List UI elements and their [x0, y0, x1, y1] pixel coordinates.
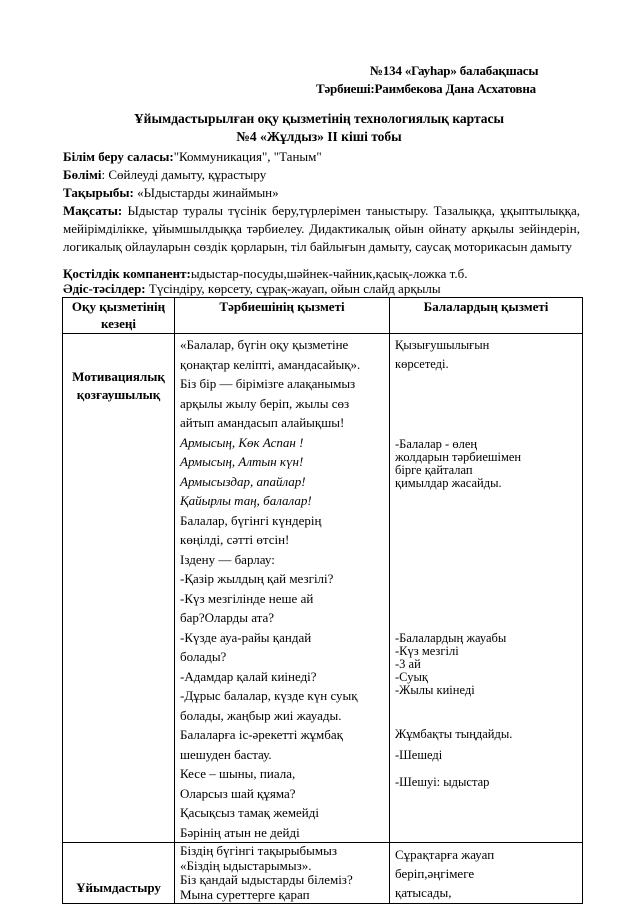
teacher-line: «Балалар, бүгін оқу қызметіне [180, 337, 349, 352]
teacher-line: -Қазір жылдың қай мезгілі? [180, 571, 334, 586]
technology-card-table [62, 297, 583, 904]
teacher-activity-lines [175, 334, 389, 842]
children-activity-blocks [390, 334, 582, 789]
teacher-line: -Дұрыс балалар, күзде күн суық [180, 688, 358, 703]
teacher-line: Армысың, Көк Аспан ! [180, 434, 304, 450]
children-activity-lines [390, 843, 582, 902]
methods-value: Түсіндіру, көрсету, сұрақ-жауап, ойын слайд арқылы [145, 281, 441, 296]
goal [63, 202, 580, 256]
teacher-line: Қайырлы таң, балалар! [180, 493, 312, 508]
kindergarten-name: №134 «Гауһар» балабақшасы [370, 63, 539, 78]
table-row [63, 334, 583, 843]
teacher-line: Біз қандай ыдыстарды білеміз? [180, 872, 353, 887]
teacher-name: Тәрбиеші:Раимбекова Дана Асхатовна [316, 81, 536, 96]
children-block [395, 728, 512, 741]
teacher-line: Оларсыз шай құяма? [180, 785, 296, 801]
table-header-row [63, 298, 583, 334]
bilingual-label: Қостілдік компанент: [63, 266, 191, 281]
bilingual-value: ыдыстар-посуды,шәйнек-чайник,қасық-ложка т.б. [190, 266, 468, 281]
stage-label-line: Ұйымдастыру [76, 880, 161, 895]
children-line: қатысады, [395, 885, 452, 900]
children-line: -Шешуі: ыдыстар [395, 775, 490, 789]
goal-value: Ыдыстар туралы түсінік беру,түрлерімен таныстыру. Тазалыққа, ұқыптылыққа, мейірімділікке, ұйымшылдыққа тәрбиелеу. Дидактикалық ойын ойнату арқылы зейіндерін, логикалық ойлауларын сөздік қорларын, тіл байлығын дамыту, саусақ моторикасын дамыту [63, 203, 580, 254]
teacher-line: Кесе – шыны, пиала, [180, 766, 296, 781]
children-line: -Шешеді [395, 748, 443, 762]
education-field-label: Білім беру саласы: [63, 149, 174, 164]
children-line: -3 ай [395, 657, 421, 671]
children-block [395, 632, 506, 697]
teacher-line: бар?Оларды ата? [180, 610, 275, 625]
section [63, 166, 580, 184]
education-field [63, 148, 580, 166]
teacher-line: болады, жаңбыр жиі жауады. [180, 707, 342, 723]
teacher-line: Балалар, бүгінгі күндерің [180, 512, 322, 528]
teacher-line: Біз бір — бірімізге алақанымыз [180, 376, 356, 391]
teacher-line: Біздің бүгінгі тақырыбымыз [180, 843, 337, 858]
topic [63, 184, 580, 202]
teacher-activity-lines [175, 843, 389, 902]
teacher-activity-cell [175, 843, 390, 904]
children-line: қимылдар жасайды. [395, 476, 502, 490]
teacher-line: көңілді, сәтті өтсін! [180, 532, 290, 547]
children-line: беріп,әңгімеге [395, 866, 475, 881]
children-line: -Суық [395, 670, 428, 684]
children-line: бірге қайталап [395, 463, 473, 477]
stage-cell [63, 843, 175, 904]
goal-label: Мақсаты: [63, 203, 123, 218]
column-header-children: Балалардың қызметі [390, 298, 583, 334]
children-activity-cell [390, 843, 583, 904]
teacher-line: Мына суреттерге қарап [180, 886, 310, 902]
section-label: Бөлімі [63, 167, 102, 182]
teacher-line: Армысыздар, апайлар! [180, 473, 306, 489]
teacher-line: -Күзде ауа-райы қандай [180, 629, 312, 645]
children-block [395, 438, 521, 490]
teacher-activity-cell [175, 334, 390, 843]
table-row [63, 843, 583, 904]
children-line: Жұмбақты тыңдайды. [395, 727, 513, 741]
topic-label: Тақырыбы: [63, 185, 134, 200]
stage-label-line: қозғаушылық [76, 387, 161, 402]
stage-label-line: Мотивациялық [72, 369, 165, 384]
teacher-line: Қасықсыз тамақ жемейді [180, 805, 319, 820]
section-value: : Сөйлеуді дамыту, құрастыру [101, 167, 267, 182]
children-block [395, 336, 489, 374]
children-line: -Балалар - өлең [395, 437, 478, 451]
children-block [395, 749, 442, 762]
teacher-line: Балаларға іс-әрекетті жұмбақ [180, 727, 343, 742]
teacher-line: арқылы жылу беріп, жылы сөз [180, 395, 350, 411]
children-line: -Жылы киінеді [395, 683, 475, 697]
bilingual-component [63, 266, 580, 281]
stage-cell [63, 334, 175, 843]
children-line: Қызығушылығын [395, 338, 490, 352]
column-header-stage: Оқу қызметінің кезеңі [63, 298, 175, 334]
education-field-value: "Коммуникация", "Таным" [173, 149, 322, 164]
teacher-line: -Адамдар қалай киінеді? [180, 668, 317, 684]
children-line: жолдарын тәрбиешімен [395, 450, 522, 464]
teacher-line: -Күз мезгілінде неше ай [180, 590, 314, 606]
teacher-line: шешуден бастау. [180, 746, 272, 762]
teacher-line: қонақтар келіпті, амандасайық». [180, 356, 361, 372]
document-title: Ұйымдастырылған оқу қызметінің технологиялық картасы [133, 111, 505, 126]
topic-value: «Ыдыстарды жинаймын» [133, 185, 279, 200]
group-title: №4 «Жұлдыз» ІІ кіші тобы [236, 129, 402, 144]
children-line: -Балалардың жауабы [395, 631, 507, 645]
teacher-line: «Біздің ыдыстарымыз». [180, 857, 312, 873]
teacher-line: Бәрінің атын не дейді [180, 824, 300, 840]
teacher-line: Іздену — барлау: [180, 551, 275, 567]
methods [63, 281, 580, 296]
column-header-teacher: Тәрбиешінің қызметі [175, 298, 390, 334]
children-block [395, 776, 489, 789]
children-activity-cell [390, 334, 583, 843]
teacher-line: Армысың, Алтын күн! [180, 454, 304, 469]
children-line: -Күз мезгілі [395, 644, 459, 658]
children-line: Сұрақтарға жауап [395, 847, 495, 862]
methods-label: Әдіс-тәсілдер: [63, 281, 146, 296]
teacher-line: айтып амандасып алайықшы! [180, 415, 345, 430]
teacher-line: болады? [180, 649, 227, 664]
children-line: көрсетеді. [395, 357, 449, 371]
